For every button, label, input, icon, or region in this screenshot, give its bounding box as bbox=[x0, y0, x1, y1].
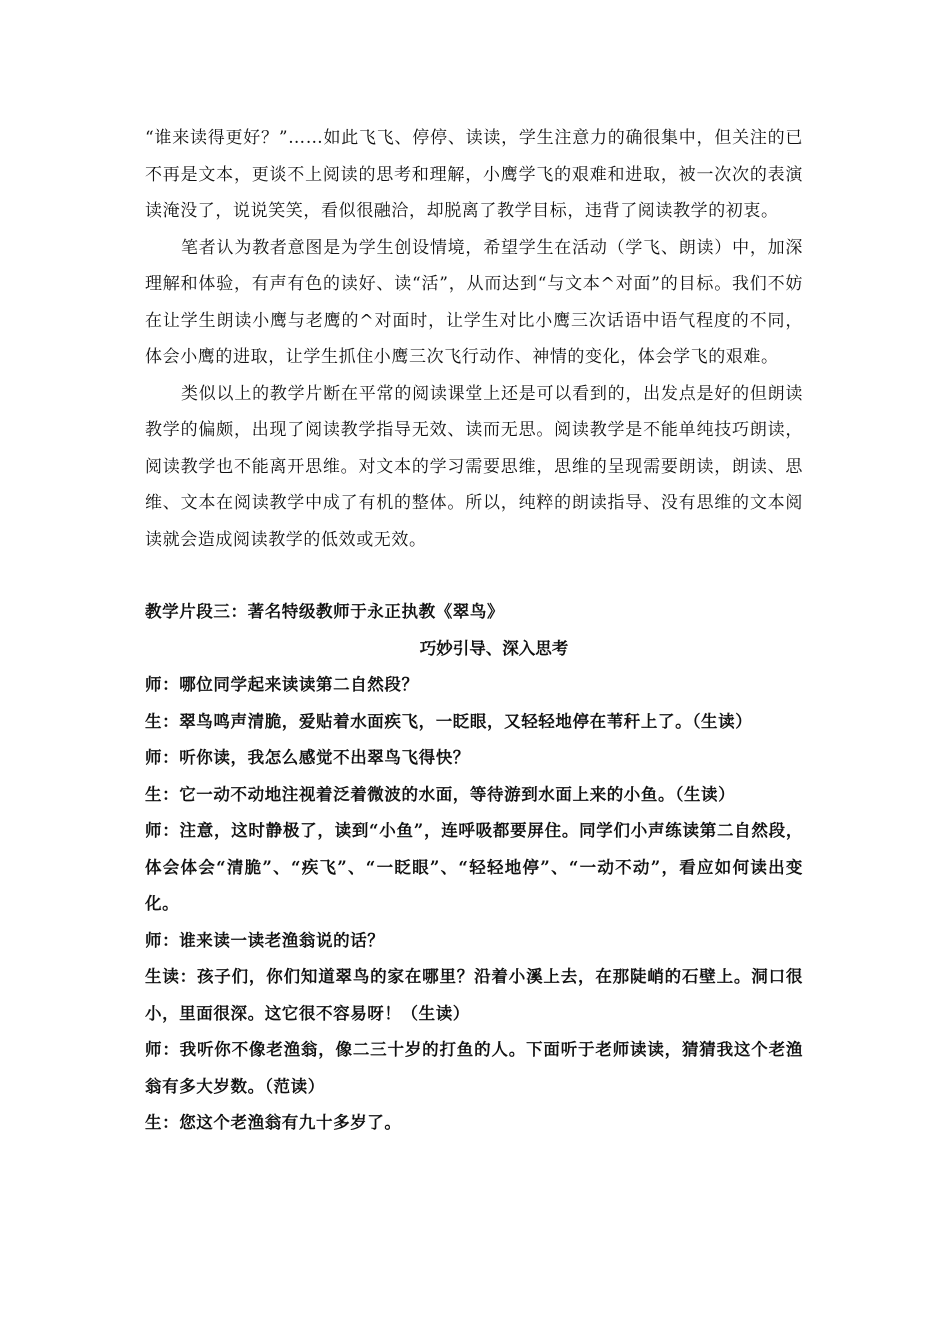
dialogue-line-5: 师：注意，这时静极了，读到“小鱼”，连呼吸都要屏住。同学们小声练读第二自然段，体会体会“清脆”、“疾飞”、“一眨眼”、“轻轻地停”、“一动不动”，看应如何读出变化。 bbox=[145, 821, 803, 913]
body-paragraph-3: 类似以上的教学片断在平常的阅读课堂上还是可以看到的，出发点是好的但朗读教学的偏颇，出现了阅读教学指导无效、读而无思。阅读教学是不能单纯技巧朗读，阅读教学也不能离开思维。对文本的学习需要思维，思维的呈现需要朗读，朗读、思维、文本在阅读教学中成了有机的整体。所以，纯粹的朗读指导、没有思维的文本阅读就会造成阅读教学的低效或无效。 bbox=[145, 383, 803, 550]
dialogue-line-3: 师：听你读，我怎么感觉不出翠鸟飞得快？ bbox=[145, 748, 470, 767]
section-spacer bbox=[145, 558, 803, 594]
segment-heading: 巧妙引导、深入思考 bbox=[419, 638, 569, 658]
dialogue-line-7: 生读：孩子们，你们知道翠鸟的家在哪里？沿着小溪上去，在那陡峭的石壁上。洞口很小，里面很深。这它很不容易呀！（生读） bbox=[145, 967, 803, 1023]
body-paragraph-1: “谁来读得更好？”……如此飞飞、停停、读读，学生注意力的确很集中，但关注的已不再是文本，更谈不上阅读的思考和理解，小鹰学飞的艰难和进取，被一次次的表演读淹没了，说说笑笑，看似很融洽，却脱离了教学目标，违背了阅读教学的初衷。 bbox=[145, 128, 803, 221]
segment-title: 教学片段三：著名特级教师于永正执教《翠鸟》 bbox=[145, 602, 505, 621]
dialogue-line-6: 师：谁来读一读老渔翁说的话？ bbox=[145, 930, 385, 950]
dialogue-line-8: 师：我听你不像老渔翁，像二三十岁的打鱼的人。下面听于老师读读，猜猜我这个老渔翁有多大岁数。（范读） bbox=[145, 1040, 803, 1096]
document-page bbox=[145, 120, 803, 1142]
body-paragraph-2: 笔者认为教者意图是为学生创设情境，希望学生在活动（学飞、朗读）中，加深理解和体验，有声有色的读好、读“活”，从而达到“与文本^对面”的目标。我们不妨在让学生朗读小鹰与老鹰的^对面时，让学生对比小鹰三次话语中语气程度的不同，体会小鹰的进取，让学生抓住小鹰三次飞行动作、神情的变化，体会学飞的艰难。 bbox=[145, 237, 803, 367]
dialogue-line-1: 师：哪位同学起来读读第二自然段？ bbox=[145, 675, 419, 694]
dialogue-line-9: 生：您这个老渔翁有九十多岁了。 bbox=[145, 1113, 402, 1132]
dialogue-line-4: 生：它一动不动地注视着泛着微波的水面，等待游到水面上来的小鱼。（生读） bbox=[145, 784, 736, 804]
dialogue-line-2: 生：翠鸟鸣声清脆，爱贴着水面疾飞，一眨眼，又轻轻地停在苇秆上了。（生读） bbox=[145, 711, 753, 731]
